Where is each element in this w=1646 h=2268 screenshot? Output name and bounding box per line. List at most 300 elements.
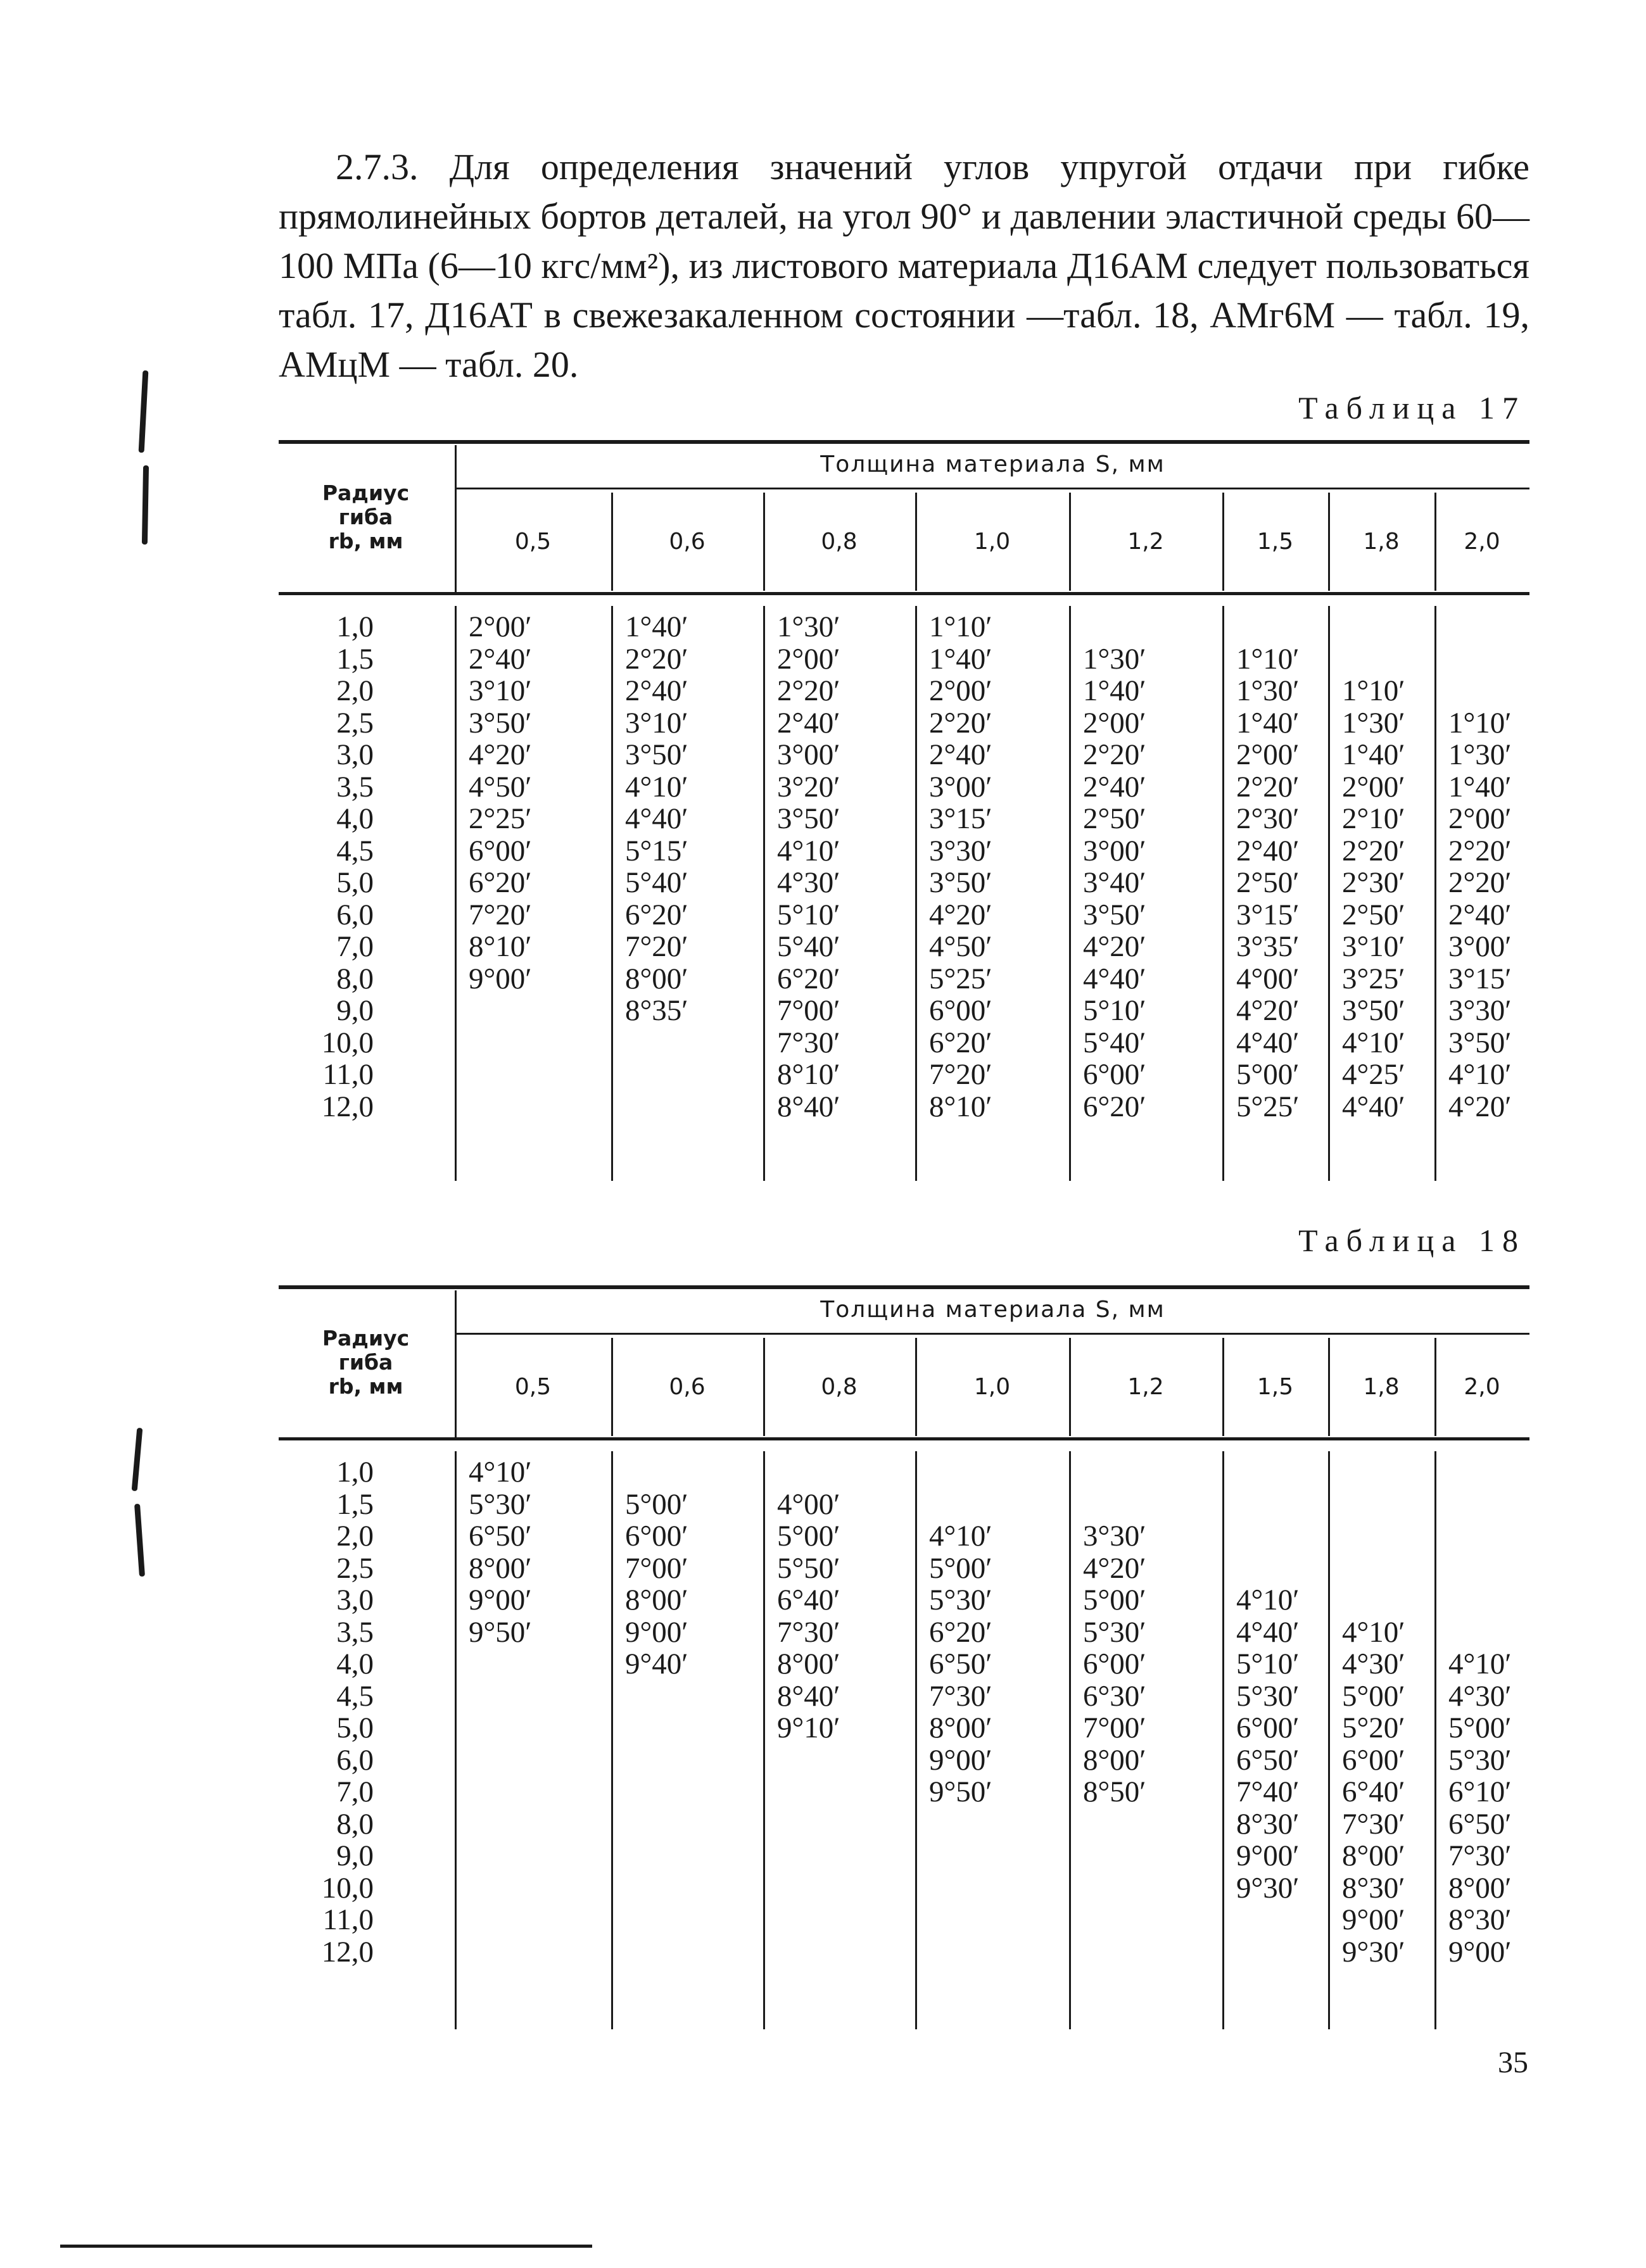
angle-cell: 8°00′ <box>625 962 688 995</box>
angle-cell: 1°30′ <box>1448 738 1512 771</box>
angle-cell: 3°10′ <box>469 674 532 707</box>
radius-column <box>279 611 374 1123</box>
angle-cell: 2°20′ <box>929 706 992 740</box>
angle-cell: 2°00′ <box>1342 770 1405 803</box>
angle-cell: 3°40′ <box>1083 866 1146 899</box>
angle-cell <box>1083 1808 1146 1841</box>
angle-cell: 7°30′ <box>929 1679 992 1713</box>
angle-cell: 7°20′ <box>469 898 532 931</box>
radius-value: 4,0 <box>336 802 374 835</box>
angle-cell: 7°00′ <box>1083 1711 1146 1744</box>
angle-cell: 6°50′ <box>1236 1743 1300 1777</box>
angle-cell <box>1236 1936 1300 1969</box>
table-body-column-divider <box>455 1451 457 2029</box>
angle-cell: 1°30′ <box>777 610 840 643</box>
table-body-column-divider <box>1069 1451 1071 2029</box>
angle-cell: 4°30′ <box>777 866 840 899</box>
angle-cell: 4°25′ <box>1342 1058 1405 1091</box>
angle-cell <box>1448 1616 1512 1649</box>
radius-header-line: rb, мм <box>328 529 403 553</box>
angle-cell: 8°50′ <box>1083 1775 1146 1808</box>
angle-cell: 3°15′ <box>1236 898 1300 931</box>
angle-cell: 4°10′ <box>777 834 840 867</box>
angle-cell <box>469 1712 532 1744</box>
angle-cell: 2°40′ <box>1083 770 1146 803</box>
angle-cell <box>625 1456 688 1489</box>
radius-value: 1,0 <box>336 1456 374 1489</box>
angle-cell <box>625 1744 688 1777</box>
angle-cell <box>469 1648 532 1680</box>
angle-cell <box>625 1840 688 1872</box>
angle-cell <box>1342 1584 1405 1616</box>
angle-cell: 9°00′ <box>1236 1839 1300 1872</box>
angle-cell: 8°35′ <box>625 994 688 1027</box>
value-column <box>1236 611 1300 1123</box>
angle-cell: 2°20′ <box>1236 770 1300 803</box>
column-header: 0,5 <box>514 529 552 555</box>
angle-cell: 4°20′ <box>469 738 532 771</box>
table-body-column-divider <box>1434 606 1436 1181</box>
value-column <box>1083 1456 1146 1968</box>
angle-cell: 8°00′ <box>1342 1839 1405 1872</box>
angle-cell: 1°40′ <box>1083 674 1146 707</box>
angle-cell <box>1448 1584 1512 1616</box>
angle-cell: 2°40′ <box>1236 834 1300 867</box>
table-top-rule <box>279 1285 1529 1289</box>
angle-cell <box>1083 1872 1146 1905</box>
table-17-caption: Таблица 17 <box>1298 390 1526 425</box>
angle-cell: 3°00′ <box>777 738 840 771</box>
angle-cell: 9°30′ <box>1236 1871 1300 1905</box>
angle-cell: 6°10′ <box>1448 1775 1512 1808</box>
column-header: 0,5 <box>514 1374 552 1400</box>
angle-cell <box>1448 675 1512 707</box>
angle-cell <box>625 1808 688 1841</box>
radius-value: 6,0 <box>336 898 374 931</box>
angle-cell <box>1236 1456 1300 1489</box>
radius-value: 7,0 <box>336 930 374 963</box>
angle-cell <box>777 1744 840 1777</box>
angle-cell <box>469 1936 532 1969</box>
angle-cell <box>469 1680 532 1713</box>
angle-cell: 4°40′ <box>1342 1090 1405 1123</box>
angle-cell: 6°50′ <box>1448 1807 1512 1841</box>
table-body-column-divider <box>611 1451 613 2029</box>
radius-value: 1,0 <box>336 610 374 643</box>
angle-cell <box>469 1744 532 1777</box>
angle-cell <box>469 995 532 1027</box>
angle-cell: 4°20′ <box>1236 994 1300 1027</box>
angle-cell: 5°40′ <box>777 930 840 963</box>
angle-cell <box>777 1904 840 1936</box>
radius-value: 9,0 <box>336 1839 374 1872</box>
bottom-rule <box>60 2245 592 2248</box>
angle-cell: 2°30′ <box>1342 866 1405 899</box>
angle-cell: 9°30′ <box>1342 1935 1405 1969</box>
angle-cell: 6°20′ <box>625 898 688 931</box>
table-body-column-divider <box>1222 606 1224 1181</box>
column-header: 1,2 <box>1127 1374 1164 1400</box>
angle-cell: 5°00′ <box>1083 1584 1146 1616</box>
angle-cell <box>1448 611 1512 643</box>
angle-cell: 3°15′ <box>929 802 992 835</box>
value-column <box>1448 611 1512 1123</box>
angle-cell: 5°50′ <box>777 1551 840 1585</box>
angle-cell: 8°10′ <box>469 930 532 963</box>
angle-cell <box>469 1840 532 1872</box>
angle-cell <box>625 1936 688 1969</box>
angle-cell: 1°10′ <box>1342 674 1405 707</box>
angle-cell: 2°40′ <box>777 706 840 740</box>
thickness-header: Толщина материала S, мм <box>820 1297 1165 1323</box>
column-header: 1,0 <box>973 529 1011 555</box>
table-body-column-divider <box>763 1451 765 2029</box>
table-body-column-divider <box>763 606 765 1181</box>
radius-value: 2,0 <box>336 674 374 707</box>
angle-cell <box>929 1456 992 1489</box>
angle-cell: 8°30′ <box>1448 1903 1512 1936</box>
angle-cell: 5°00′ <box>777 1520 840 1553</box>
angle-cell: 8°00′ <box>1083 1743 1146 1777</box>
angle-cell <box>777 1840 840 1872</box>
angle-cell <box>469 1872 532 1905</box>
angle-cell <box>929 1489 992 1521</box>
angle-cell <box>1342 1456 1405 1489</box>
angle-cell: 5°30′ <box>1083 1615 1146 1649</box>
table-header-bottom-rule <box>279 1437 1529 1440</box>
angle-cell <box>1342 611 1405 643</box>
angle-cell <box>469 1808 532 1841</box>
angle-cell: 5°40′ <box>625 866 688 899</box>
angle-cell: 2°00′ <box>469 610 532 643</box>
margin-mark <box>132 1428 143 1491</box>
radius-column <box>279 1456 374 1968</box>
radius-value: 3,5 <box>336 1615 374 1649</box>
angle-cell <box>625 1059 688 1091</box>
angle-cell: 2°20′ <box>1342 834 1405 867</box>
angle-cell <box>1236 1904 1300 1936</box>
angle-cell: 1°10′ <box>929 610 992 643</box>
angle-cell: 5°30′ <box>1448 1743 1512 1777</box>
angle-cell <box>1236 611 1300 643</box>
value-column <box>777 611 840 1123</box>
angle-cell: 5°30′ <box>469 1487 532 1521</box>
angle-cell: 3°50′ <box>625 738 688 771</box>
angle-cell: 6°00′ <box>1236 1711 1300 1744</box>
angle-cell: 4°30′ <box>1448 1679 1512 1713</box>
radius-value: 1,5 <box>336 1487 374 1521</box>
radius-value: 2,0 <box>336 1520 374 1553</box>
radius-value: 2,5 <box>336 1551 374 1585</box>
radius-value: 10,0 <box>321 1871 374 1905</box>
angle-cell: 9°00′ <box>625 1615 688 1649</box>
angle-cell <box>469 1776 532 1808</box>
margin-mark <box>134 1504 145 1577</box>
table-body-column-divider <box>1222 1451 1224 2029</box>
angle-cell: 2°00′ <box>929 674 992 707</box>
angle-cell: 2°40′ <box>1448 898 1512 931</box>
column-header: 1,8 <box>1363 1374 1400 1400</box>
radius-value: 1,5 <box>336 642 374 676</box>
table-body-column-divider <box>1328 1451 1330 2029</box>
angle-cell: 5°15′ <box>625 834 688 867</box>
angle-cell: 7°30′ <box>1448 1839 1512 1872</box>
angle-cell: 3°10′ <box>1342 930 1405 963</box>
angle-cell: 2°40′ <box>929 738 992 771</box>
radius-header-line: Радиус <box>322 1326 410 1351</box>
column-header: 0,6 <box>669 1374 706 1400</box>
margin-mark <box>142 465 149 545</box>
angle-cell: 7°00′ <box>625 1551 688 1585</box>
angle-cell <box>929 1808 992 1841</box>
value-column <box>1448 1456 1512 1968</box>
angle-cell <box>1448 1553 1512 1585</box>
angle-cell: 2°20′ <box>1083 738 1146 771</box>
table-subheader-rule <box>455 1333 1529 1335</box>
value-column <box>929 611 992 1123</box>
angle-cell: 9°00′ <box>929 1743 992 1777</box>
thickness-header: Толщина материала S, мм <box>820 451 1165 477</box>
angle-cell: 6°40′ <box>777 1584 840 1616</box>
table-body-column-divider <box>1328 606 1330 1181</box>
angle-cell <box>1448 1520 1512 1553</box>
angle-cell: 8°00′ <box>777 1647 840 1680</box>
radius-value: 12,0 <box>321 1935 374 1969</box>
angle-cell: 3°30′ <box>929 834 992 867</box>
column-header: 1,5 <box>1257 1374 1294 1400</box>
angle-cell <box>469 1027 532 1059</box>
angle-cell: 7°40′ <box>1236 1775 1300 1808</box>
angle-cell: 2°20′ <box>1448 866 1512 899</box>
radius-value: 3,0 <box>336 1584 374 1616</box>
angle-cell <box>625 1872 688 1905</box>
value-column <box>625 1456 688 1968</box>
angle-cell: 8°10′ <box>777 1058 840 1091</box>
angle-cell: 7°20′ <box>625 930 688 963</box>
angle-cell: 6°50′ <box>469 1520 532 1553</box>
column-header: 1,0 <box>973 1374 1011 1400</box>
angle-cell: 4°10′ <box>1448 1058 1512 1091</box>
angle-cell <box>625 1904 688 1936</box>
angle-cell: 4°10′ <box>469 1456 532 1489</box>
angle-cell: 1°40′ <box>1342 738 1405 771</box>
angle-cell: 4°10′ <box>1448 1647 1512 1680</box>
angle-cell: 1°40′ <box>1448 770 1512 803</box>
angle-cell: 3°35′ <box>1236 930 1300 963</box>
angle-cell: 6°00′ <box>1083 1647 1146 1680</box>
angle-cell: 4°20′ <box>1083 930 1146 963</box>
angle-cell: 9°50′ <box>469 1615 532 1649</box>
radius-header-line: гиба <box>338 1350 393 1375</box>
angle-cell: 3°50′ <box>469 706 532 740</box>
angle-cell: 5°30′ <box>1236 1679 1300 1713</box>
angle-cell: 6°20′ <box>1083 1090 1146 1123</box>
radius-header <box>279 481 453 553</box>
angle-cell: 3°30′ <box>1083 1520 1146 1553</box>
value-column <box>469 1456 532 1968</box>
angle-cell: 5°20′ <box>1342 1711 1405 1744</box>
table-body-column-divider <box>915 1451 917 2029</box>
angle-cell <box>777 1776 840 1808</box>
radius-header-line: гиба <box>338 505 393 529</box>
angle-cell: 3°10′ <box>625 706 688 740</box>
angle-cell: 5°00′ <box>625 1487 688 1521</box>
angle-cell: 5°25′ <box>929 962 992 995</box>
angle-cell <box>1236 1553 1300 1585</box>
angle-cell: 6°20′ <box>929 1615 992 1649</box>
angle-cell <box>777 1456 840 1489</box>
angle-cell <box>625 1027 688 1059</box>
angle-cell: 5°00′ <box>1236 1058 1300 1091</box>
angle-cell: 3°50′ <box>777 802 840 835</box>
angle-cell <box>777 1808 840 1841</box>
angle-cell <box>625 1680 688 1713</box>
angle-cell: 2°00′ <box>1448 802 1512 835</box>
angle-cell <box>1083 1904 1146 1936</box>
angle-cell: 4°00′ <box>1236 962 1300 995</box>
table-header-bottom-rule <box>279 592 1529 595</box>
angle-cell: 4°40′ <box>1236 1026 1300 1059</box>
angle-cell: 7°30′ <box>777 1615 840 1649</box>
radius-value: 5,0 <box>336 866 374 899</box>
radius-value: 2,5 <box>336 706 374 740</box>
table-body-column-divider <box>915 606 917 1181</box>
angle-cell: 2°00′ <box>1083 706 1146 740</box>
angle-cell: 7°00′ <box>777 994 840 1027</box>
angle-cell: 5°25′ <box>1236 1090 1300 1123</box>
angle-cell: 3°00′ <box>1448 930 1512 963</box>
radius-value: 4,0 <box>336 1647 374 1680</box>
angle-cell <box>1083 1456 1146 1489</box>
angle-cell: 8°30′ <box>1236 1807 1300 1841</box>
angle-cell: 5°10′ <box>1083 994 1146 1027</box>
angle-cell: 4°00′ <box>777 1487 840 1521</box>
angle-cell: 2°40′ <box>469 642 532 676</box>
angle-cell <box>469 1059 532 1091</box>
angle-cell: 1°10′ <box>1236 642 1300 676</box>
angle-cell <box>625 1712 688 1744</box>
value-column <box>1236 1456 1300 1968</box>
angle-cell <box>1342 643 1405 676</box>
angle-cell: 3°50′ <box>1342 994 1405 1027</box>
angle-cell: 8°10′ <box>929 1090 992 1123</box>
value-column <box>929 1456 992 1968</box>
angle-cell: 7°20′ <box>929 1058 992 1091</box>
angle-cell: 5°10′ <box>1236 1647 1300 1680</box>
angle-cell: 2°40′ <box>625 674 688 707</box>
angle-cell <box>1448 1489 1512 1521</box>
angle-cell: 4°20′ <box>929 898 992 931</box>
angle-cell: 2°50′ <box>1342 898 1405 931</box>
angle-cell: 6°20′ <box>777 962 840 995</box>
column-header: 0,8 <box>821 1374 858 1400</box>
angle-cell: 4°40′ <box>625 802 688 835</box>
angle-cell: 5°10′ <box>777 898 840 931</box>
column-header: 2,0 <box>1464 529 1500 555</box>
angle-cell: 5°30′ <box>929 1584 992 1616</box>
angle-cell: 6°00′ <box>1083 1058 1146 1091</box>
angle-cell: 2°20′ <box>777 674 840 707</box>
angle-cell: 4°50′ <box>469 770 532 803</box>
angle-cell: 2°20′ <box>1448 834 1512 867</box>
radius-value: 11,0 <box>322 1058 374 1091</box>
radius-value: 8,0 <box>336 962 374 995</box>
angle-cell: 8°00′ <box>1448 1871 1512 1905</box>
angle-cell <box>929 1840 992 1872</box>
angle-cell <box>1236 1489 1300 1521</box>
column-header: 1,2 <box>1127 529 1164 555</box>
radius-value: 4,5 <box>336 834 374 867</box>
angle-cell: 3°30′ <box>1448 994 1512 1027</box>
column-header: 1,5 <box>1257 529 1294 555</box>
table-subheader-rule <box>455 488 1529 489</box>
angle-cell: 3°20′ <box>777 770 840 803</box>
table-18 <box>279 1285 1529 2029</box>
angle-cell: 8°30′ <box>1342 1871 1405 1905</box>
radius-header <box>279 1326 453 1399</box>
table-body-column-divider <box>1069 606 1071 1181</box>
angle-cell: 5°00′ <box>1448 1711 1512 1744</box>
angle-cell <box>1083 611 1146 643</box>
angle-cell <box>1083 1489 1146 1521</box>
value-column <box>1342 1456 1405 1968</box>
angle-cell: 3°00′ <box>1083 834 1146 867</box>
angle-cell <box>777 1936 840 1969</box>
angle-cell: 2°10′ <box>1342 802 1405 835</box>
column-header: 0,6 <box>669 529 706 555</box>
angle-cell <box>625 1091 688 1123</box>
angle-cell: 4°10′ <box>1342 1615 1405 1649</box>
angle-cell: 3°25′ <box>1342 962 1405 995</box>
angle-cell <box>625 1776 688 1808</box>
angle-cell <box>1236 1520 1300 1553</box>
angle-cell: 4°10′ <box>625 770 688 803</box>
angle-cell: 7°30′ <box>1342 1807 1405 1841</box>
angle-cell: 6°00′ <box>1342 1743 1405 1777</box>
angle-cell: 5°40′ <box>1083 1026 1146 1059</box>
angle-cell <box>777 1872 840 1905</box>
angle-cell: 3°50′ <box>929 866 992 899</box>
angle-cell: 9°00′ <box>469 1584 532 1616</box>
angle-cell: 6°00′ <box>625 1520 688 1553</box>
angle-cell: 5°00′ <box>1342 1679 1405 1713</box>
angle-cell: 2°25′ <box>469 802 532 835</box>
value-column <box>777 1456 840 1968</box>
table-top-rule <box>279 440 1529 444</box>
angle-cell: 6°30′ <box>1083 1679 1146 1713</box>
angle-cell: 4°30′ <box>1342 1647 1405 1680</box>
radius-value: 5,0 <box>336 1711 374 1744</box>
angle-cell: 9°00′ <box>1448 1935 1512 1969</box>
angle-cell: 4°40′ <box>1236 1615 1300 1649</box>
angle-cell: 3°50′ <box>1448 1026 1512 1059</box>
angle-cell: 4°10′ <box>1236 1584 1300 1616</box>
angle-cell: 4°50′ <box>929 930 992 963</box>
angle-cell: 1°40′ <box>625 610 688 643</box>
table-17 <box>279 440 1529 1181</box>
angle-cell: 2°50′ <box>1083 802 1146 835</box>
angle-cell: 8°40′ <box>777 1679 840 1713</box>
angle-cell <box>1342 1553 1405 1585</box>
table-body-column-divider <box>611 606 613 1181</box>
angle-cell: 1°10′ <box>1448 706 1512 740</box>
margin-mark <box>139 370 149 453</box>
radius-value: 10,0 <box>321 1026 374 1059</box>
value-column <box>1083 611 1146 1123</box>
angle-cell <box>1448 1456 1512 1489</box>
angle-cell: 4°20′ <box>1083 1551 1146 1585</box>
angle-cell: 1°30′ <box>1342 706 1405 740</box>
